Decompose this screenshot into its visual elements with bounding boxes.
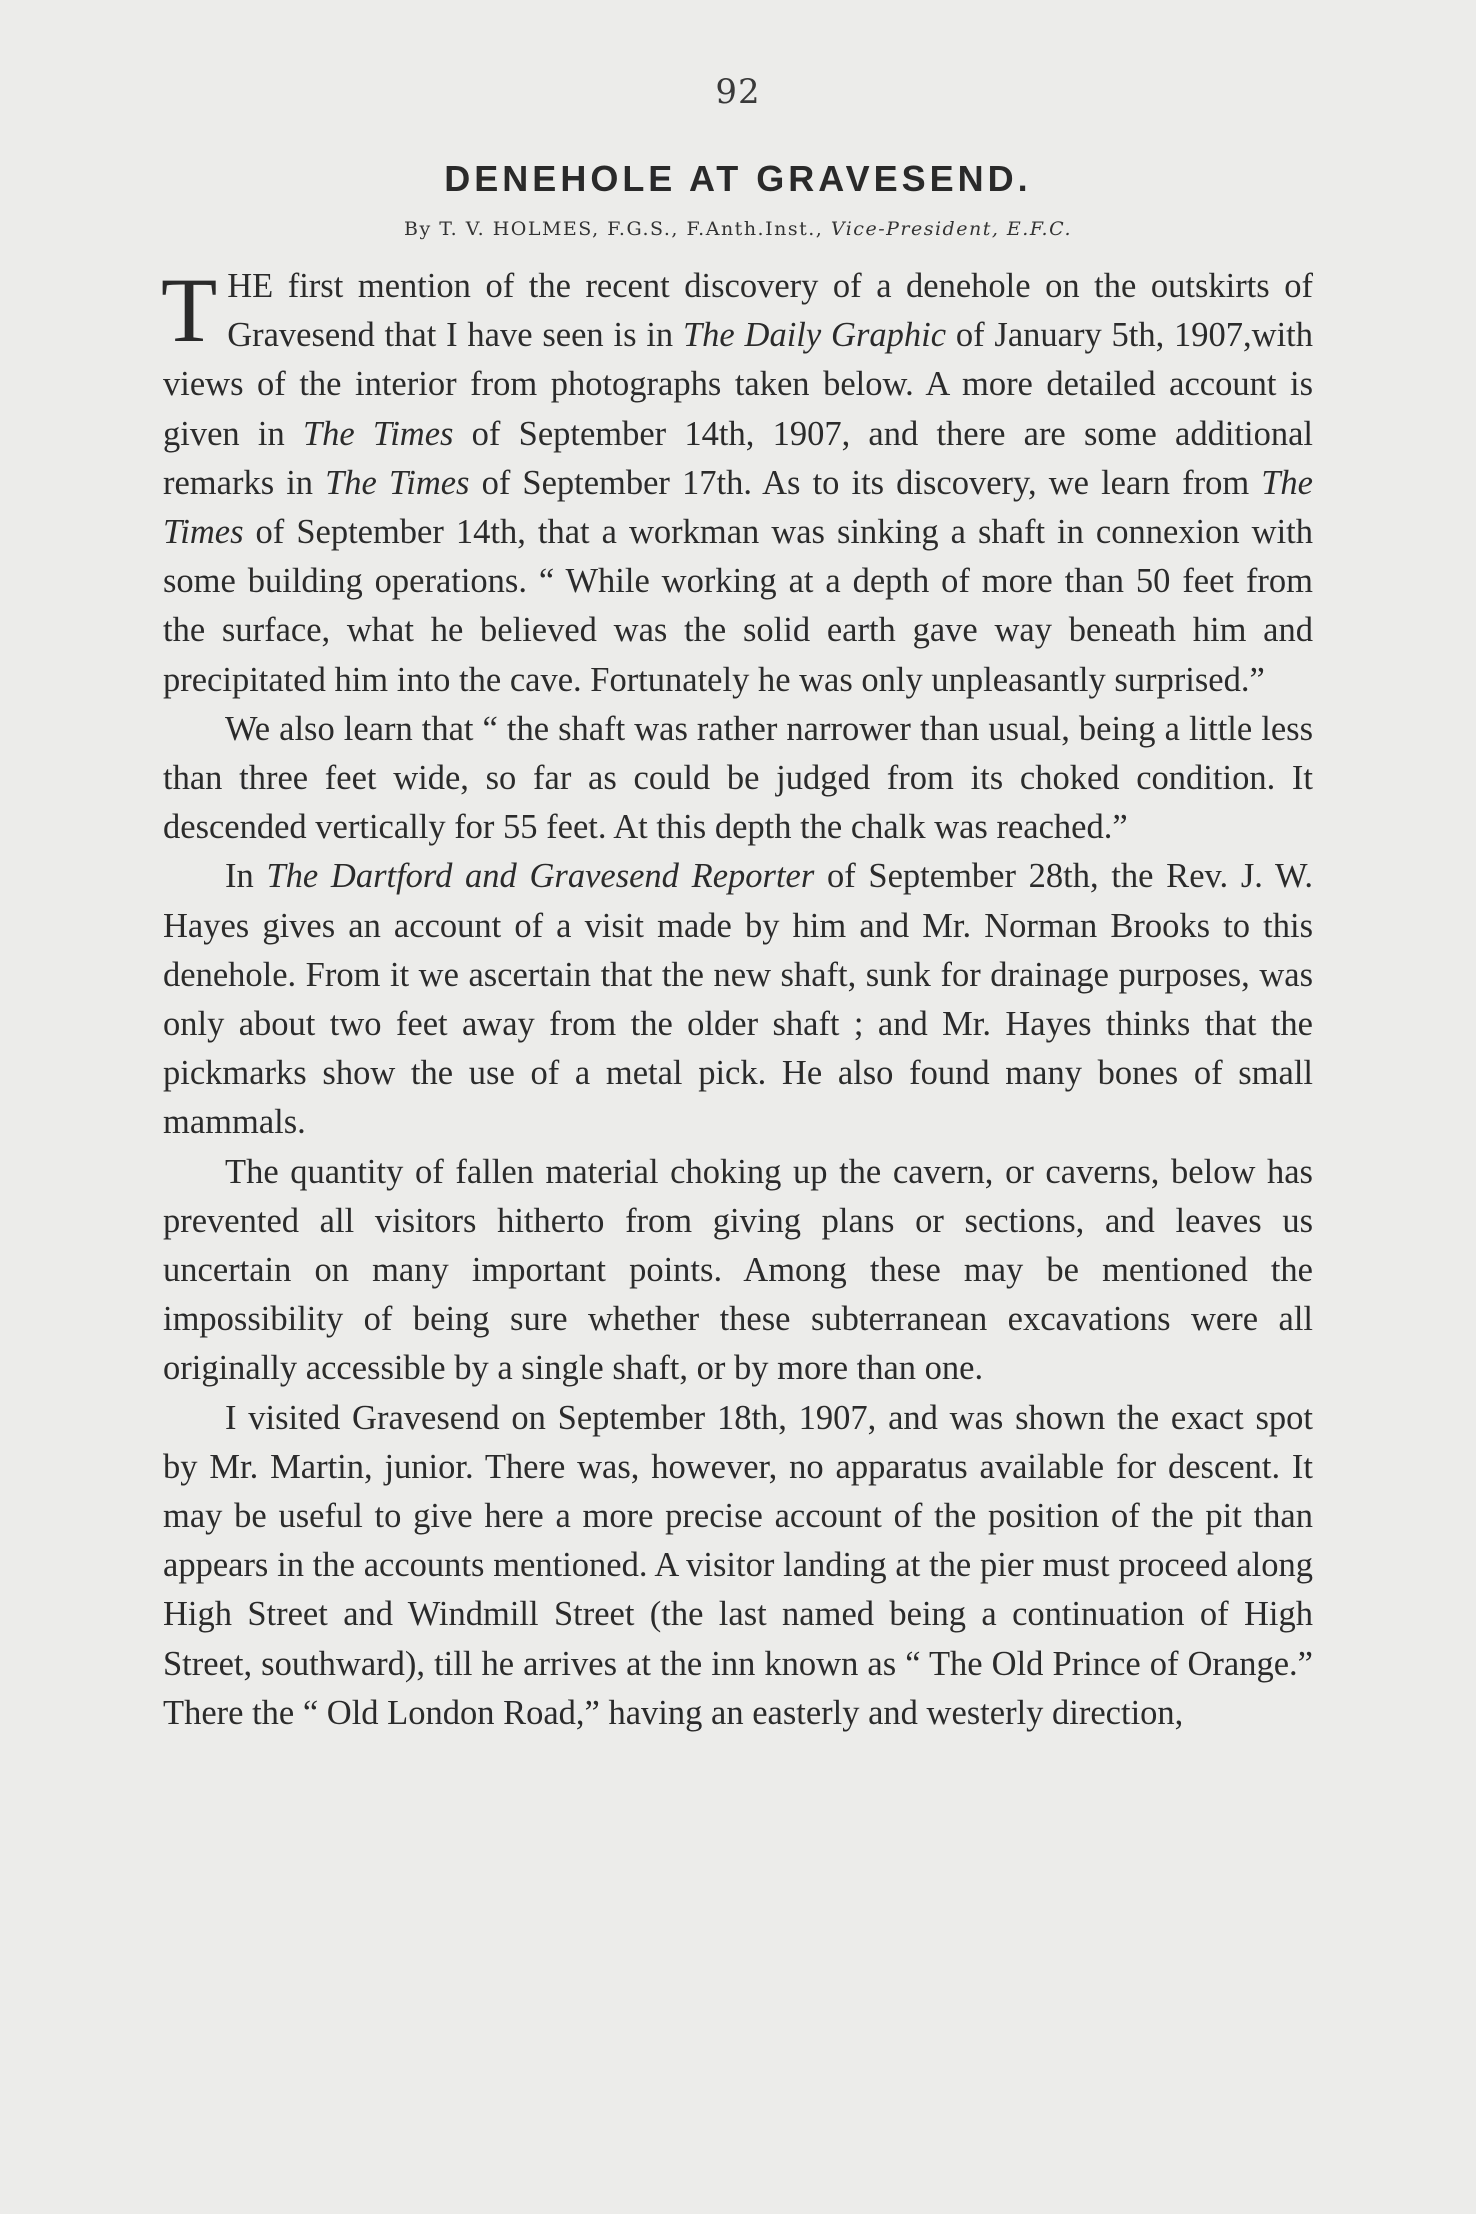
- paragraph-4: The quantity of fallen material choking up the cavern, or caverns, below has prevented all visitors hitherto from giving plans or sections, and leaves us uncertain on many important points. Among these may be mentioned the impossibility of being sure whether these subterranean excavations were all originally accessible by a single shaft, or by more than one.: [163, 1152, 1313, 1388]
- citation-the-times-3: The Times: [163, 463, 1313, 552]
- author-role: Vice-President, E.F.C.: [830, 218, 1072, 240]
- article-body: [161, 259, 1314, 1738]
- paragraph-1-text-2: of January 5th, 1907,with views of the interior from photographs taken below. A more detailed account is given in: [163, 316, 1314, 453]
- paragraph-1-text-3: of September 14th, 1907, and there are some additional remarks in: [163, 414, 1313, 502]
- citation-the-times-2: The Times: [325, 463, 470, 502]
- paragraph-5: I visited Gravesend on September 18th, 1907, and was shown the exact spot by Mr. Martin, junior. There was, however, no apparatus available for descent. It may be useful to give here a more precise account of the position of the pit than appears in the accounts mentioned. A visitor landing at the pier must proceed along High Street and Windmill Street (the last named being a continuation of High Street, southward), till he arrives at the inn known as “ The Old Prince of Orange.” There the “ Old London Road,” having an easterly and westerly direction,: [163, 1398, 1313, 1732]
- paragraph-1-text-4: of September 17th. As to its discovery, we learn from: [469, 463, 1262, 502]
- citation-daily-graphic: The Daily Graphic: [682, 316, 947, 355]
- paragraph-3: [163, 852, 1313, 1147]
- author-name: By T. V. HOLMES, F.G.S., F.Anth.Inst.,: [404, 218, 824, 240]
- paragraph-1-text-5: of September 14th, that a workman was sinking a shaft in connexion with some building operations. “ While working at a depth of more than 50 feet from the surface, what he believed was the solid earth gave way beneath him and precipitated him into the cave. Fortunately he was only unpleasantly surprised.”: [163, 513, 1313, 699]
- paragraph-2: We also learn that “ the shaft was rather narrower than usual, being a little less than three feet wide, so far as could be judged from its choked condition. It descended vertically for 55 feet. At this depth the chalk was reached.”: [163, 709, 1313, 847]
- article-title: DENEHOLE AT GRAVESEND.: [444, 158, 1032, 199]
- citation-the-times-1: The Times: [302, 414, 454, 453]
- paragraph-3-text-1: In: [225, 857, 267, 896]
- citation-reporter: The Dartford and Gravesend Reporter: [266, 857, 815, 896]
- author-byline: [0, 218, 1476, 240]
- page-number: 92: [715, 72, 761, 112]
- drop-cap: T: [161, 259, 218, 361]
- paragraph-1-text-1: HE first mention of the recent discovery of a denehole on the outskirts of Gravesend that I have seen is in: [227, 267, 1313, 355]
- paragraph-1: [161, 259, 1314, 705]
- paragraph-3-text-2: of September 28th, the Rev. J. W. Hayes gives an account of a visit made by him and Mr. Norman Brooks to this denehole. From it we ascertain that the new shaft, sunk for drainage purposes, was only about two feet away from the older shaft ; and Mr. Hayes thinks that the pickmarks show the use of a metal pick. He also found many bones of small mammals.: [163, 857, 1314, 1142]
